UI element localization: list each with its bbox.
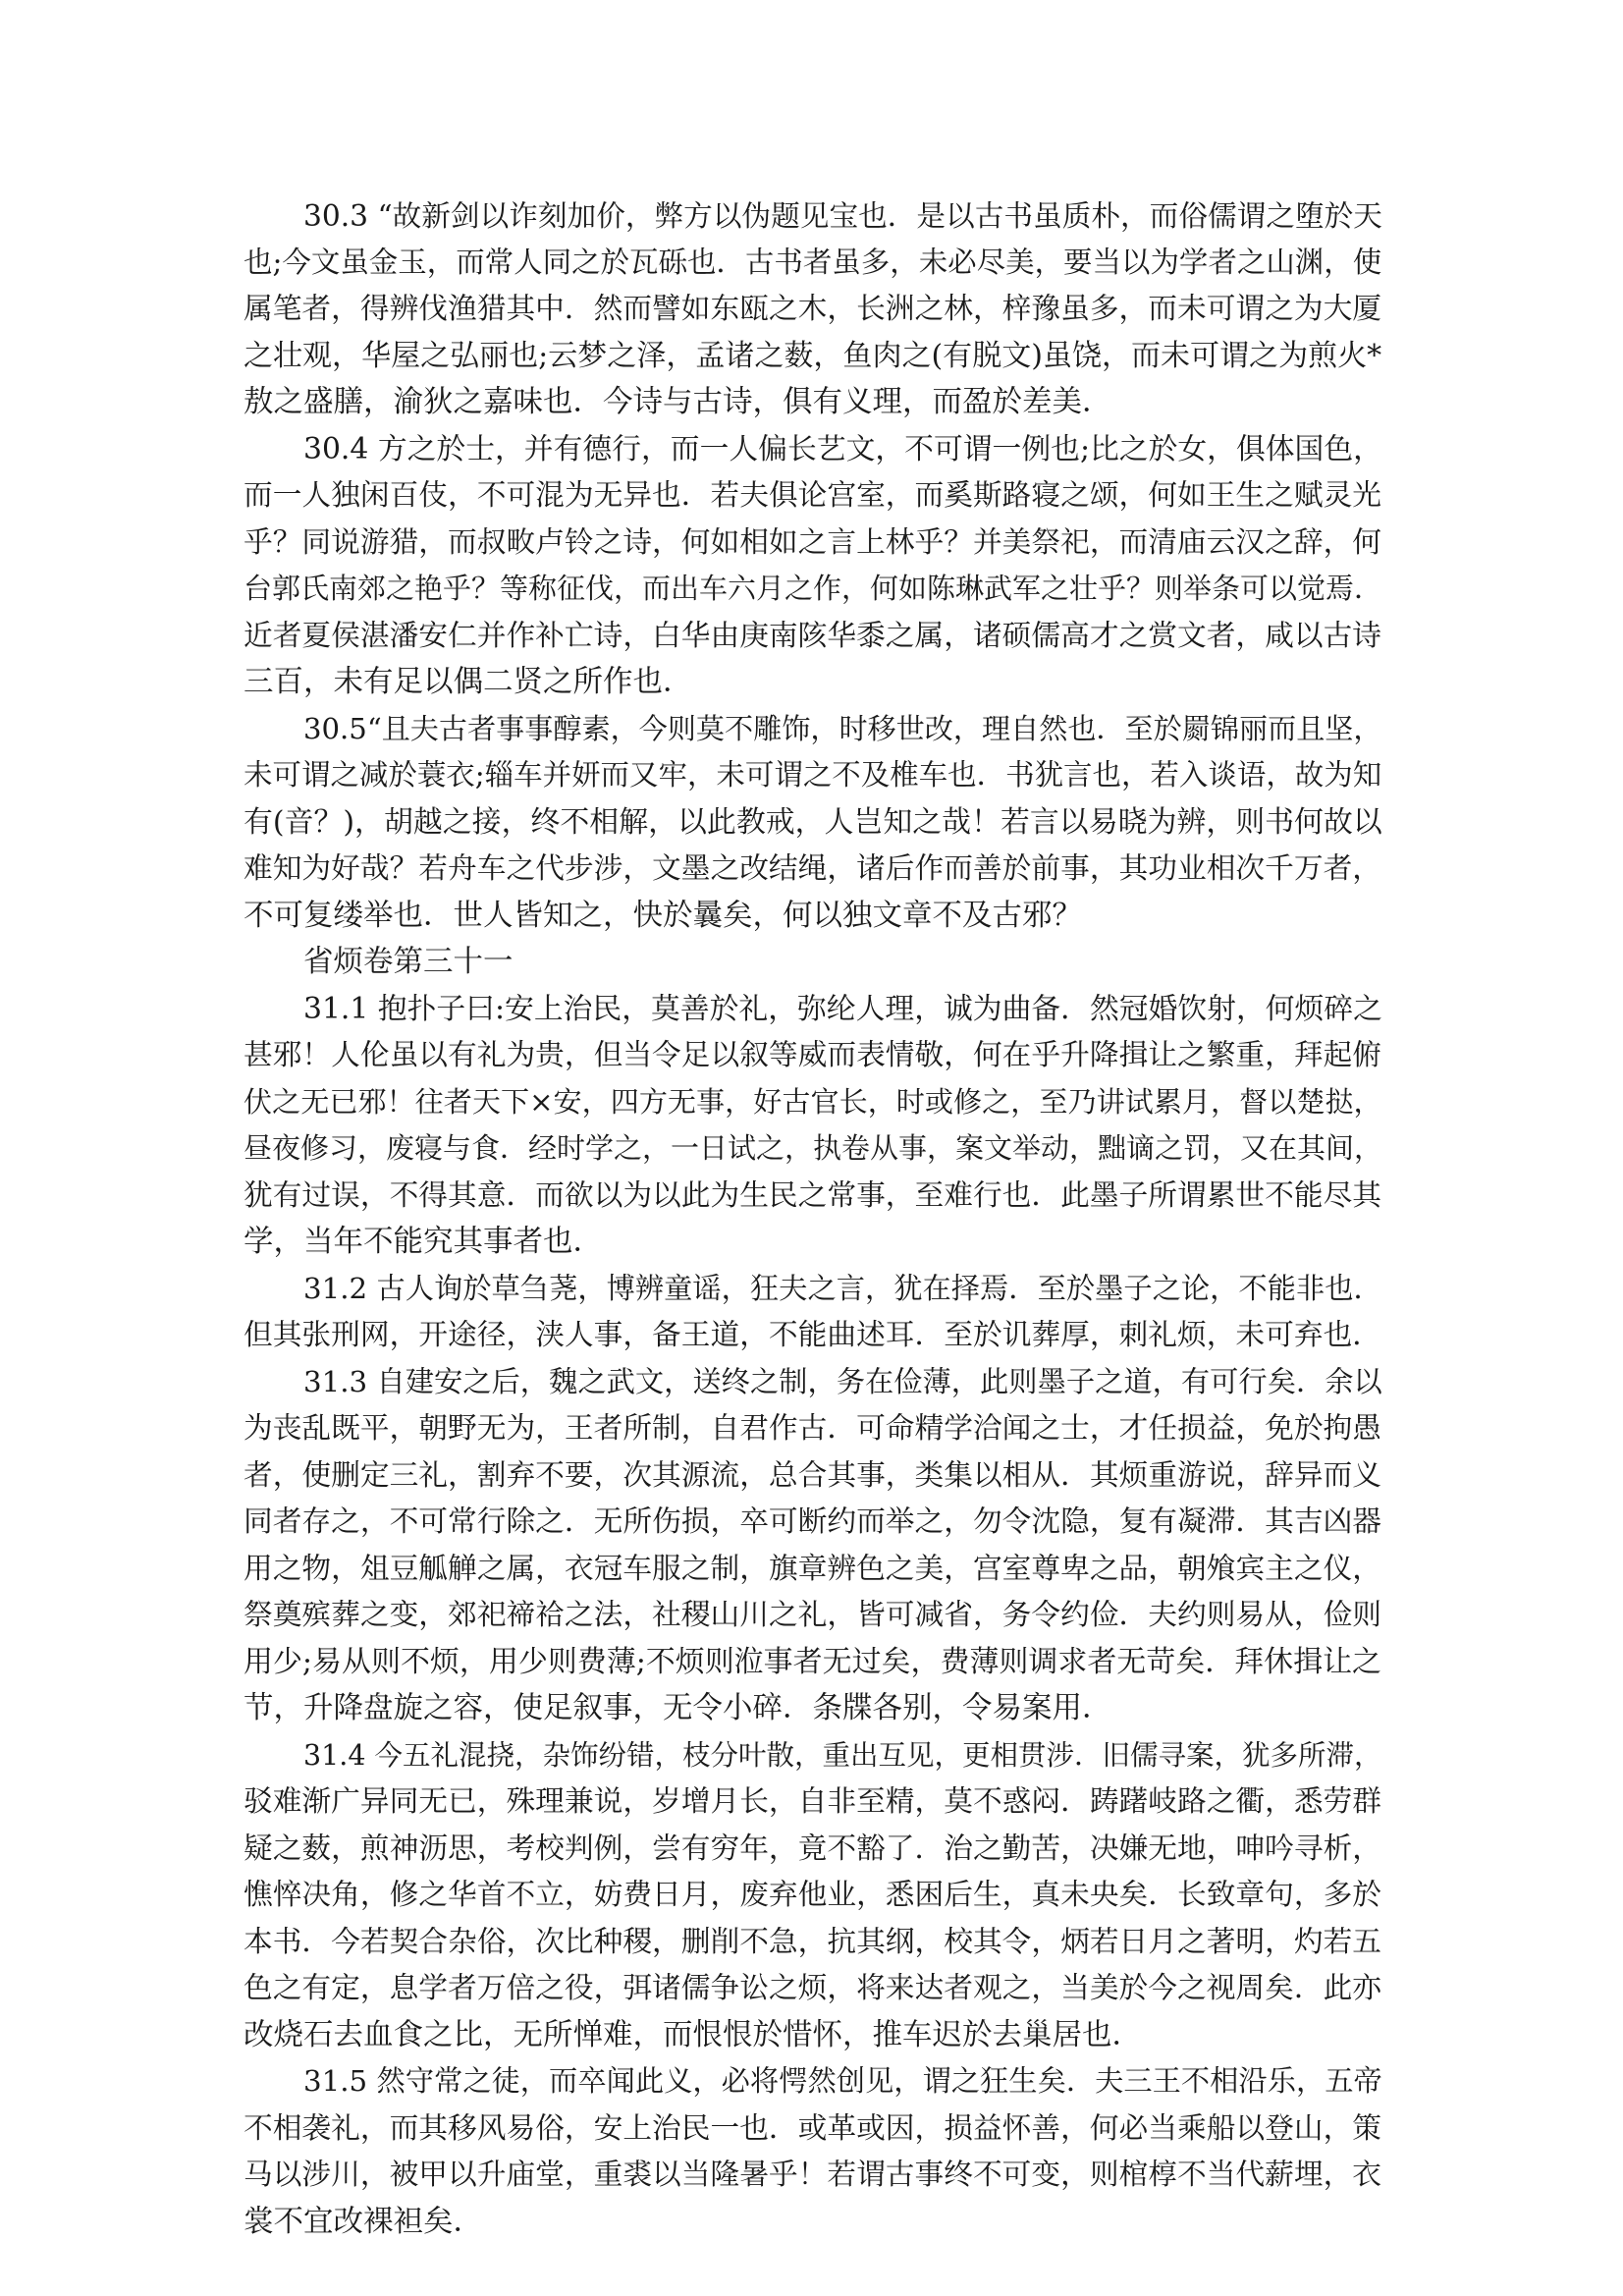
- text-line: 犹有过误，不得其意．而欲以为以此为生民之常事，至难行也．此墨子所谓累世不能尽其: [243, 1177, 1382, 1213]
- text-line: 裳不宜改裸袒矣．: [243, 2204, 483, 2239]
- text-line: 祭奠殡葬之变，郊祀禘祫之法，社稷山川之礼，皆可减省，务令约俭．夫约则易从，俭则: [243, 1598, 1382, 1632]
- text-line: 属笔者，得辨伐渔猎其中．然而譬如东瓯之木，长洲之林，梓豫虽多，而未可谓之为大厦: [243, 292, 1382, 326]
- text-line: 色之有定，息学者万倍之役，弭诸儒争讼之烦，将来达者观之，当美於今之视周矣．此亦: [243, 1971, 1382, 2005]
- paragraph-p31-3: [243, 1359, 1382, 1732]
- text-line: 乎？同说游猎，而叔畋卢铃之诗，何如相如之言上林乎？并美祭祀，而清庙云汉之辞，何: [243, 524, 1382, 560]
- paragraph-p31-1: [243, 986, 1382, 1266]
- paragraph-first-line: 31.3 自建安之后，魏之武文，送终之制，务在俭薄，此则墨子之道，有可行矣．余以: [303, 1364, 1382, 1398]
- text-line: 昼夜修习，废寝与食．经时学之，一日试之，执卷从事，案文举动，黜谪之罚，又在其间，: [243, 1131, 1383, 1165]
- text-line: 台郭氏南郊之艳乎？等称征伐，而出车六月之作，何如陈琳武军之壮乎？则举条可以觉焉．: [243, 572, 1383, 605]
- text-line: 者，使删定三礼，割弃不要，次其源流，总合其事，类集以相从．其烦重游说，辞异而义: [243, 1457, 1382, 1493]
- paragraph-heading-31: [243, 939, 1382, 986]
- document-body: [243, 192, 1382, 2245]
- text-line: 马以涉川，被甲以升庙堂，重裘以当隆暑乎！若谓古事终不可变，则棺椁不当代薪埋，衣: [243, 2158, 1382, 2192]
- text-line: 敖之盛膳，渝狄之嘉味也．今诗与古诗，俱有义理，而盈於差美．: [243, 385, 1112, 419]
- text-line: 甚邪！人伦虽以有礼为贵，但当令足以叙等威而表情敬，何在乎升降揖让之繁重，拜起俯: [243, 1038, 1382, 1072]
- paragraph-first-line: 31.2 古人询於草刍荛，博辨童谣，狂夫之言，犹在择焉．至於墨子之论，不能非也．: [303, 1271, 1382, 1305]
- paragraph-p31-4: [243, 1732, 1382, 2059]
- text-line: 不可复缕举也．世人皆知之，快於曩矣，何以独文章不及古邪？: [243, 898, 1082, 933]
- text-line: 节，升降盘旋之容，使足叙事，无令小碎．条牒各别，令易案用．: [243, 1691, 1112, 1725]
- paragraph-first-line: 31.1 抱扑子曰:安上治民，莫善於礼，弥纶人理，诚为曲备．然冠婚饮射，何烦碎之: [303, 991, 1382, 1026]
- paragraph-first-line: 31.4 今五礼混挠，杂饰纷错，枝分叶散，重出互见，更相贯涉．旧儒寻案，犹多所滞，: [303, 1738, 1382, 1772]
- paragraph-first-line: 30.3 “故新剑以诈刻加价，弊方以伪题见宝也．是以古书虽质朴，而俗儒谓之堕於天: [303, 198, 1382, 233]
- text-line: 也;今文虽金玉，而常人同之於瓦砾也．古书者虽多，未必尽美，要当以为学者之山渊，使: [243, 245, 1382, 279]
- text-line: 同者存之，不可常行除之．无所伤损，卒可断约而举之，勿令沈隐，复有凝滞．其吉凶器: [243, 1504, 1382, 1539]
- text-line: 伏之无已邪！往者天下×安，四方无事，好古官长，时或修之，至乃讲试累月，督以楚挞，: [243, 1084, 1382, 1119]
- paragraph-first-line: 30.5“且夫古者事事醇素，今则莫不雕饰，时移世改，理自然也．至於罽锦丽而且坚，: [303, 711, 1382, 745]
- paragraph-first-line: 30.4 方之於士，并有德行，而一人偏长艺文，不可谓一例也;比之於女，俱体国色，: [303, 431, 1382, 466]
- text-line: 有(音？)，胡越之接，终不相解，以此教戒，人岂知之哉！若言以易晓为辨，则书何故以: [243, 804, 1382, 840]
- paragraph-p31-2: [243, 1266, 1382, 1359]
- paragraph-first-line: 31.5 然守常之徒，而卒闻此义，必将愕然创见，谓之狂生矣．夫三王不相沿乐，五帝: [303, 2064, 1382, 2098]
- paragraph-p30-5: [243, 706, 1382, 940]
- text-line: 不相袭礼，而其移风易俗，安上治民一也．或革或因，损益怀善，何必当乘船以登山，策: [243, 2110, 1382, 2146]
- text-line: 但其张刑网，开途径，浃人事，备王道，不能曲述耳．至於讥葬厚，刺礼烦，未可弃也．: [243, 1318, 1382, 1352]
- text-line: 学，当年不能究其事者也．: [243, 1225, 603, 1259]
- text-line: 用少;易从则不烦，用少则费薄;不烦则涖事者无过矣，费薄则调求者无苛矣．拜休揖让之: [243, 1644, 1382, 1679]
- text-line: 驳难渐广异同无已，殊理兼说，岁增月长，自非至精，莫不惑闷．踌躇岐路之衢，悉劳群: [243, 1784, 1382, 1819]
- paragraph-p31-5: [243, 2058, 1382, 2245]
- text-line: 疑之薮，煎神沥思，考校判例，尝有穷年，竟不豁了．治之勤苦，决嫌无地，呻吟寻析，: [243, 1831, 1382, 1866]
- paragraph-p30-4: [243, 426, 1382, 706]
- paragraph-p30-3: [243, 192, 1382, 426]
- text-line: 未可谓之减於蓑衣;辎车并妍而又牢，未可谓之不及椎车也．书犹言也，若入谈语，故为知: [243, 758, 1382, 792]
- text-line: 难知为好哉？若舟车之代步涉，文墨之改结绳，诸后作而善於前事，其功业相次千万者，: [243, 851, 1382, 886]
- text-line: 为丧乱既平，朝野无为，王者所制，自君作古．可命精学洽闻之士，才任损益，免於拘愚: [243, 1411, 1382, 1446]
- text-line: 而一人独闲百伎，不可混为无异也．若夫俱论宫室，而奚斯路寝之颂，何如王生之赋灵光: [243, 478, 1382, 513]
- text-line: 近者夏侯湛潘安仁并作补亡诗，白华由庚南陔华黍之属，诸硕儒高才之赏文者，咸以古诗: [243, 618, 1382, 653]
- text-line: 改烧石去血食之比，无所惮难，而恨恨於惜怀，推车迟於去巢居也．: [243, 2017, 1142, 2052]
- text-line: 三百，未有足以偶二贤之所作也．: [243, 665, 693, 699]
- text-line: 本书．今若契合杂俗，次比种稷，删削不急，抗其纲，校其令，炳若日月之著明，灼若五: [243, 1924, 1382, 1959]
- text-line: 用之物，俎豆觚觯之属，衣冠车服之制，旗章辨色之美，宫室尊卑之品，朝飧宾主之仪，: [243, 1551, 1382, 1586]
- text-line: 憔悴决角，修之华首不立，妨费日月，废弃他业，悉困后生，真未央矣．长致章句，多於: [243, 1878, 1382, 1912]
- text-line: 之壮观，华屋之弘丽也;云梦之泽，孟诸之薮，鱼肉之(有脱文)虽饶，而未可谓之为煎火*: [243, 338, 1382, 373]
- section-heading: 省烦卷第三十一: [303, 945, 514, 979]
